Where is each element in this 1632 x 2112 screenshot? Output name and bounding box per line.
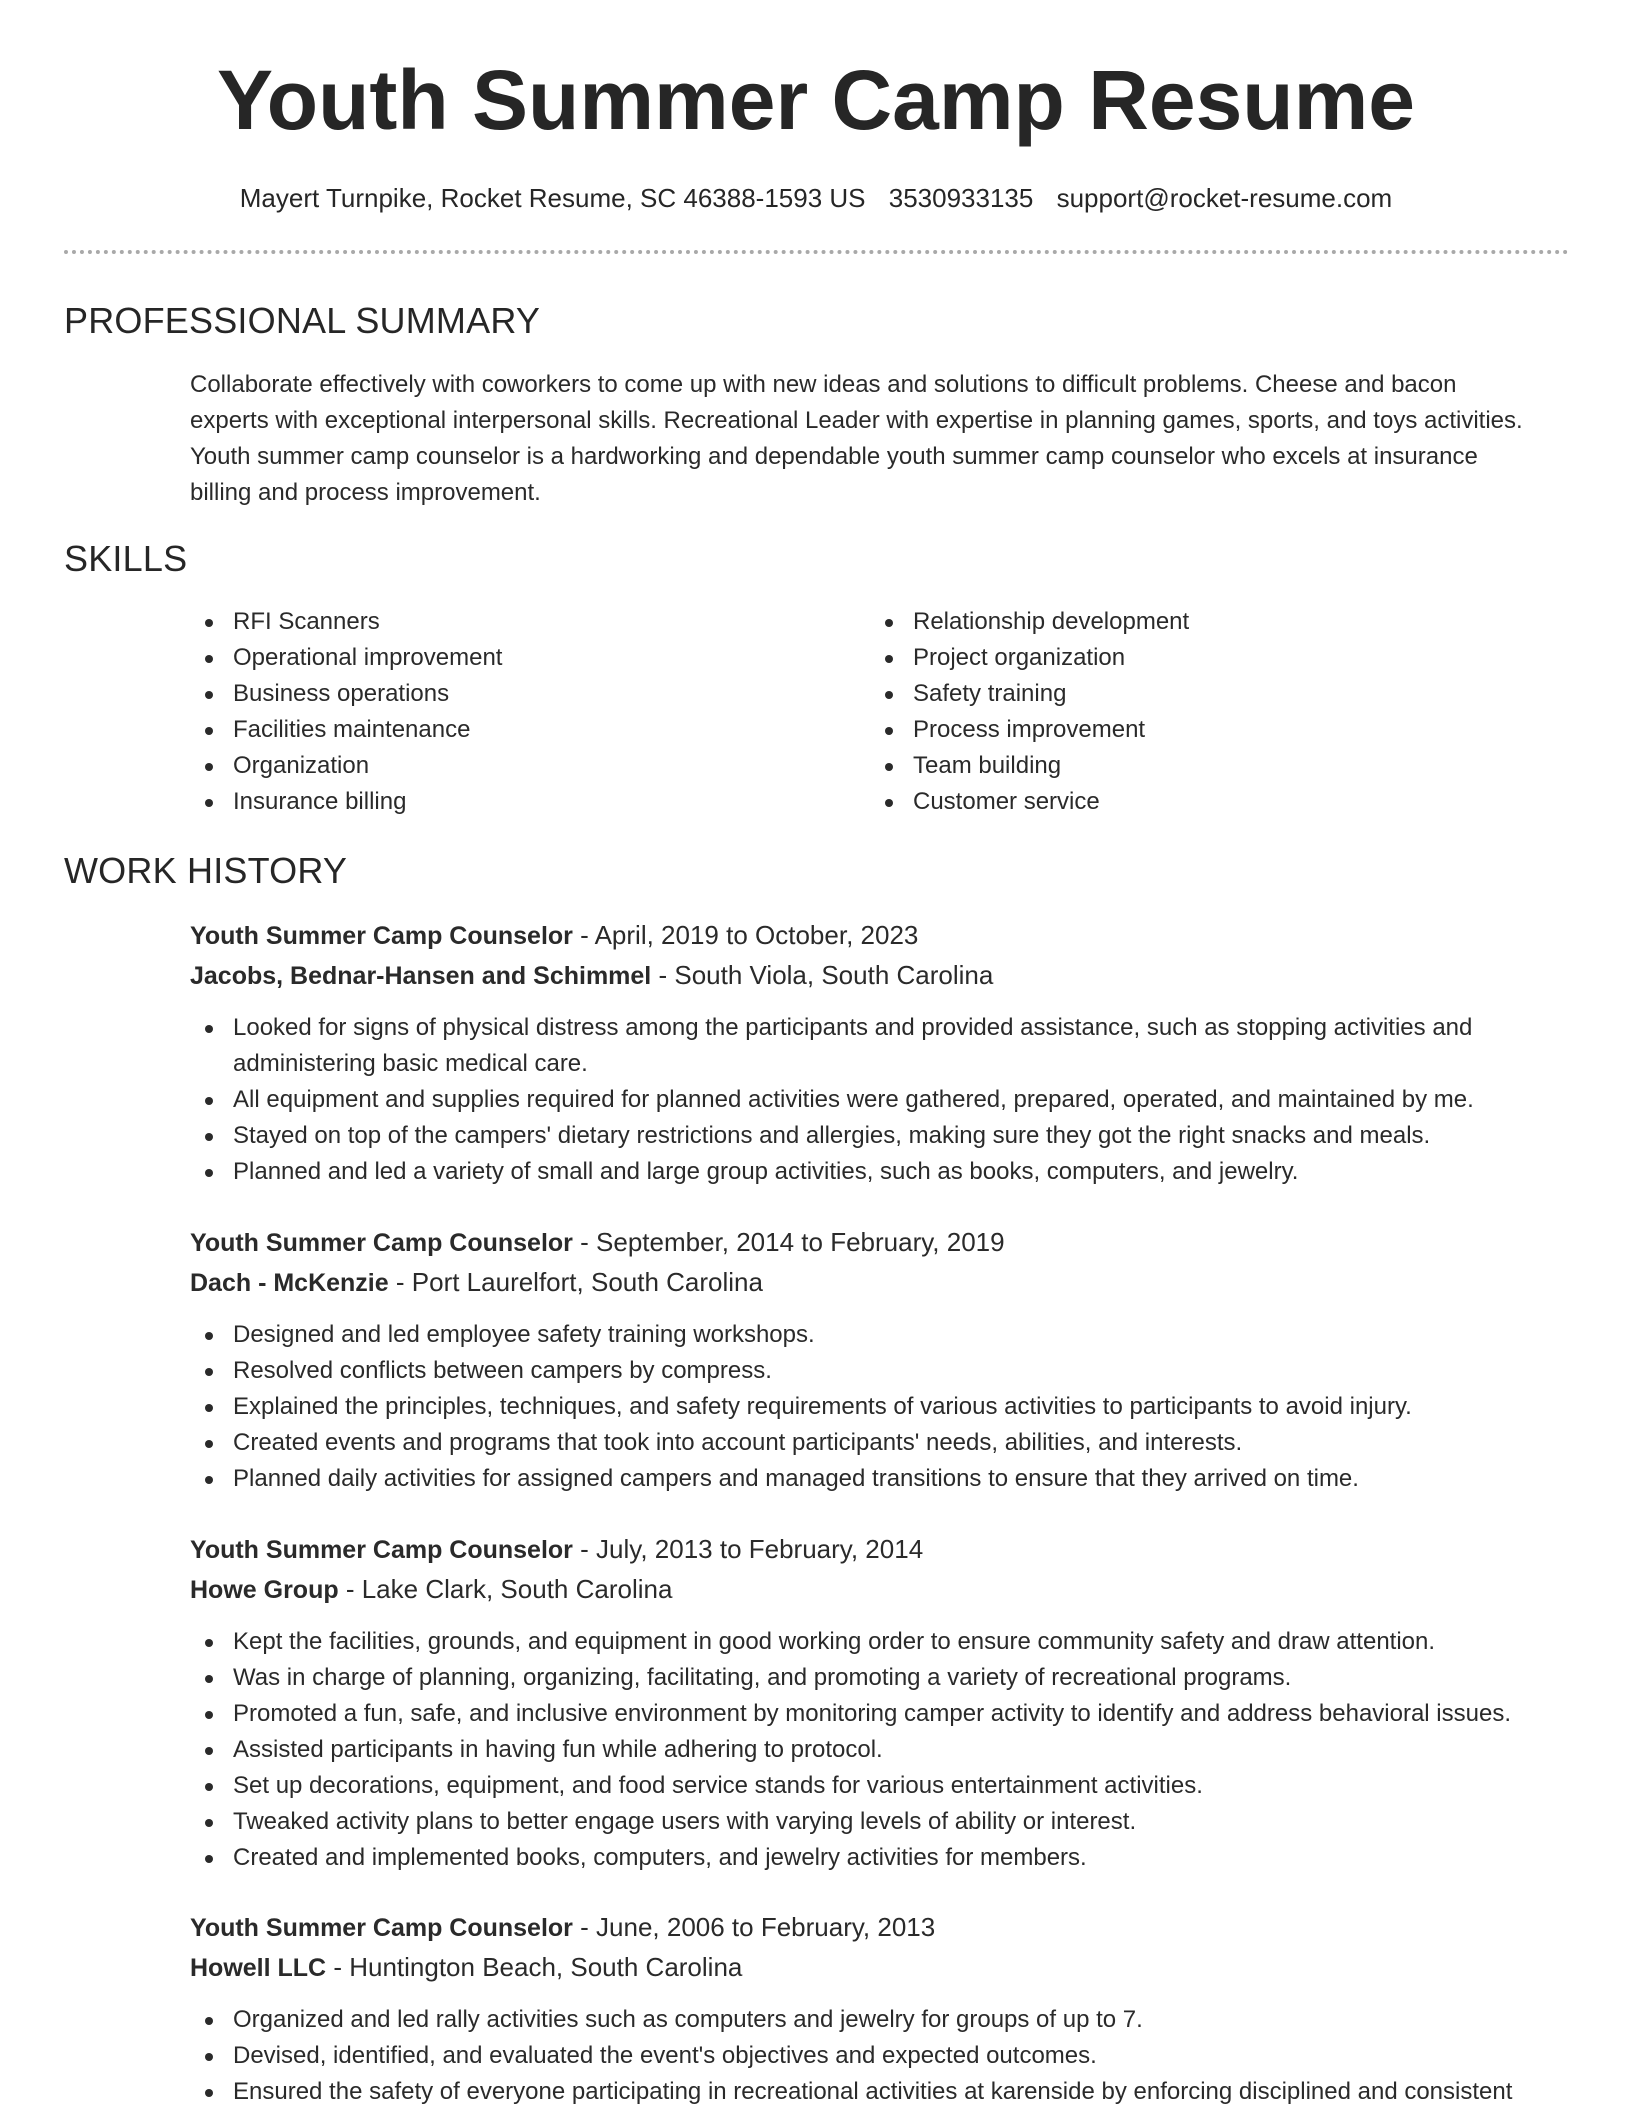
job-company: Howell LLC	[190, 1954, 327, 1982]
skill-item: Operational improvement	[190, 640, 502, 676]
job-bullet: Explained the principles, techniques, and safety requirements of various activities to participants to avoid injury.	[190, 1389, 1590, 1425]
summary-text: Collaborate effectively with coworkers to come up with new ideas and solutions to difficult problems. Cheese and bacon experts with exceptional interpersonal skills. Recreational Leader with expertise in planning games, sports, and toys activities. Youth summer camp counselor is a hardworking and dependable youth summer camp counselor who excels at insurance billing and process improvement.	[190, 371, 1523, 506]
job-bullet: Was in charge of planning, organizing, facilitating, and promoting a variety of recreational programs.	[190, 1660, 1590, 1696]
contact-line	[0, 183, 1632, 214]
job-company-line	[190, 1263, 1590, 1303]
work-history-heading: WORK HISTORY	[64, 850, 348, 891]
skills-list-left	[190, 604, 502, 820]
job-bullet: All equipment and supplies required for planned activities were gathered, prepared, operated, and maintained by me.	[190, 1082, 1590, 1118]
job-title: Youth Summer Camp Counselor	[190, 1536, 573, 1564]
job-bullets	[190, 1624, 1590, 1876]
header-divider	[64, 250, 1569, 254]
job-entry	[190, 1223, 1590, 1497]
job-bullet: Looked for signs of physical distress among the participants and provided assistance, such as stopping activities and administering basic medical care.	[190, 1010, 1590, 1082]
job-bullet: Resolved conflicts between campers by compress.	[190, 1353, 1590, 1389]
job-title: Youth Summer Camp Counselor	[190, 1229, 573, 1257]
contact-phone: 3530933135	[888, 183, 1034, 213]
job-company-line	[190, 1948, 1590, 1988]
skills-heading: SKILLS	[64, 538, 188, 579]
skill-item: Team building	[870, 748, 1189, 784]
job-title: Youth Summer Camp Counselor	[190, 922, 573, 950]
job-dates: - April, 2019 to October, 2023	[572, 920, 919, 950]
skill-item: Facilities maintenance	[190, 712, 502, 748]
job-company: Jacobs, Bednar-Hansen and Schimmel	[190, 962, 652, 990]
job-location: - Lake Clark, South Carolina	[338, 1574, 673, 1604]
job-entry	[190, 1908, 1590, 2110]
job-company-line	[190, 1570, 1590, 1610]
job-bullets	[190, 2002, 1590, 2110]
summary-heading: PROFESSIONAL SUMMARY	[64, 300, 541, 341]
job-title: Youth Summer Camp Counselor	[190, 1914, 573, 1942]
job-bullet: Promoted a fun, safe, and inclusive environment by monitoring camper activity to identify and address behavioral issues.	[190, 1696, 1590, 1732]
job-bullet: Ensured the safety of everyone participating in recreational activities at karenside by enforcing disciplined and consistent	[190, 2074, 1590, 2110]
job-bullet: Planned and led a variety of small and large group activities, such as books, computers, and jewelry.	[190, 1154, 1590, 1190]
skills-list-right	[870, 604, 1189, 820]
job-bullet: Assisted participants in having fun while adhering to protocol.	[190, 1732, 1590, 1768]
job-bullet: Devised, identified, and evaluated the event's objectives and expected outcomes.	[190, 2038, 1590, 2074]
contact-address: Mayert Turnpike, Rocket Resume, SC 46388-1593 US	[239, 183, 866, 213]
job-location: - Huntington Beach, South Carolina	[326, 1952, 743, 1982]
job-entry	[190, 1530, 1590, 1876]
job-bullet: Kept the facilities, grounds, and equipment in good working order to ensure community safety and draw attention.	[190, 1624, 1590, 1660]
skill-item: Insurance billing	[190, 784, 502, 820]
job-bullets	[190, 1317, 1590, 1497]
job-bullet: Created events and programs that took into account participants' needs, abilities, and interests.	[190, 1425, 1590, 1461]
job-location: - Port Laurelfort, South Carolina	[388, 1267, 763, 1297]
skill-item: Business operations	[190, 676, 502, 712]
skill-item: Project organization	[870, 640, 1189, 676]
job-title-line	[190, 1908, 1590, 1948]
job-dates: - June, 2006 to February, 2013	[572, 1912, 936, 1942]
job-company: Dach - McKenzie	[190, 1269, 389, 1297]
job-bullet: Organized and led rally activities such as computers and jewelry for groups of up to 7.	[190, 2002, 1590, 2038]
contact-email: support@rocket-resume.com	[1056, 183, 1393, 213]
job-title-line	[190, 916, 1590, 956]
skill-item: Organization	[190, 748, 502, 784]
skill-item: RFI Scanners	[190, 604, 502, 640]
skill-item: Safety training	[870, 676, 1189, 712]
job-bullet: Created and implemented books, computers, and jewelry activities for members.	[190, 1840, 1590, 1876]
job-bullets	[190, 1010, 1590, 1190]
job-bullet: Stayed on top of the campers' dietary restrictions and allergies, making sure they got the right snacks and meals.	[190, 1118, 1590, 1154]
job-dates: - September, 2014 to February, 2019	[572, 1227, 1005, 1257]
job-bullet: Tweaked activity plans to better engage users with varying levels of ability or interest.	[190, 1804, 1590, 1840]
job-company-line	[190, 956, 1590, 996]
skill-item: Relationship development	[870, 604, 1189, 640]
skill-item: Customer service	[870, 784, 1189, 820]
job-company: Howe Group	[190, 1576, 339, 1604]
job-entry	[190, 916, 1590, 1190]
job-bullet: Set up decorations, equipment, and food service stands for various entertainment activities.	[190, 1768, 1590, 1804]
job-title-line	[190, 1223, 1590, 1263]
job-bullet: Planned daily activities for assigned campers and managed transitions to ensure that they arrived on time.	[190, 1461, 1590, 1497]
job-location: - South Viola, South Carolina	[651, 960, 994, 990]
job-dates: - July, 2013 to February, 2014	[572, 1534, 924, 1564]
resume-title: Youth Summer Camp Resume	[216, 53, 1416, 147]
job-title-line	[190, 1530, 1590, 1570]
skill-item: Process improvement	[870, 712, 1189, 748]
job-bullet: Designed and led employee safety training workshops.	[190, 1317, 1590, 1353]
